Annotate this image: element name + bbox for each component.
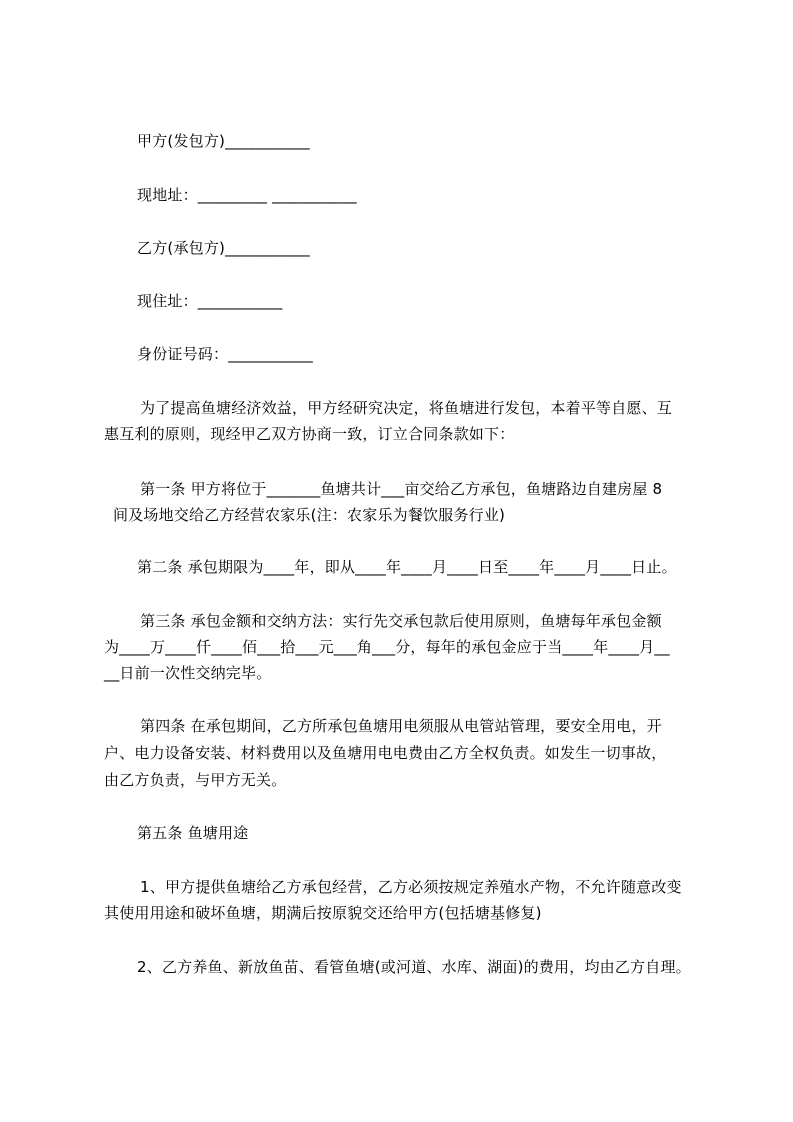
intro-line-1: 为了提高鱼塘经济效益，甲方经研究决定，将鱼塘进行发包，本着平等自愿、互 — [140, 399, 673, 417]
article3-line-3: __日前一次性交纳完毕。 — [104, 664, 272, 682]
article3-line-1: 第三条 承包金额和交纳方法：实行先交承包款后使用原则，鱼塘每年承包金额 — [140, 612, 662, 630]
article4-line-2: 户、电力设备安装、材料费用以及鱼塘用电电费由乙方全权负责。如发生一切事故， — [104, 744, 667, 762]
clause2-line-1: 2、乙方养鱼、新放鱼苗、看管鱼塘(或河道、水库、湖面)的费用，均由乙方自理。 — [137, 958, 691, 976]
article3-line-2: 为____万____仟____佰___拾___元___角___分，每年的承包金应于当____年____月__ — [104, 638, 670, 656]
intro-line-2: 惠互利的原则，现经甲乙双方协商一致，订立合同条款如下： — [104, 425, 515, 443]
article4-line-3: 由乙方负责，与甲方无关。 — [104, 771, 287, 789]
clause1-line-2: 其使用用途和破坏鱼塘，期满后按原貌交还给甲方(包括塘基修复) — [104, 904, 542, 922]
article1-line-2: 间及场地交给乙方经营农家乐(注：农家乐为餐饮服务行业) — [113, 506, 506, 524]
party-b-line: 乙方(承包方)___________ — [137, 239, 310, 257]
party-a-line: 甲方(发包方)___________ — [137, 132, 310, 150]
article2-line-1: 第二条 承包期限为____年，即从____年____月____日至____年____月____日止。 — [137, 558, 677, 576]
id-number-line: 身份证号码：___________ — [137, 345, 313, 363]
article5-title: 第五条 鱼塘用途 — [137, 824, 249, 842]
article1-line-1: 第一条 甲方将位于_______鱼塘共计___亩交给乙方承包，鱼塘路边自建房屋 8 — [140, 480, 663, 498]
article4-line-1: 第四条 在承包期间，乙方所承包鱼塘用电须服从电管站管理，要安全用电，开 — [140, 717, 662, 735]
clause1-line-1: 1、甲方提供鱼塘给乙方承包经营，乙方必须按规定养殖水产物，不允许随意改变 — [140, 878, 682, 896]
residence-line: 现住址：___________ — [137, 292, 283, 310]
current-address-line: 现地址：_________ ___________ — [137, 186, 357, 204]
